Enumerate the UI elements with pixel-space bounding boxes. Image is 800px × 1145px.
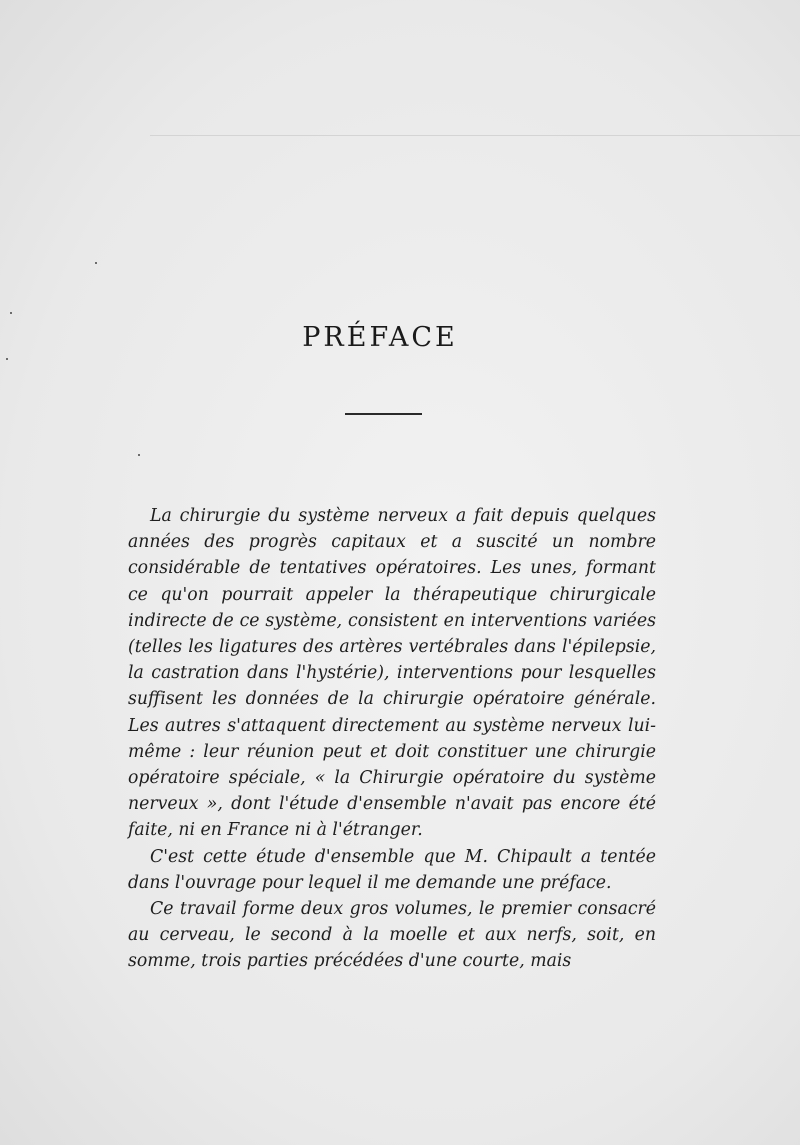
speck: [138, 454, 140, 456]
speck: [6, 358, 8, 360]
speck: [95, 262, 97, 264]
preface-body: [128, 503, 656, 975]
paragraph-1: La chirurgie du système nerveux a fait depuis quelques années des progrès capitaux et a suscité un nombre considérable de tentatives opératoires. Les unes, formant ce qu'on pourrait appeler la thérapeutique chirurgicale indirecte de ce système, consistent en interventions variées (telles les ligatures des artères vertébrales dans l'épilepsie, la castration dans l'hystérie), interventions pour lesquelles suffisent les données de la chirurgie opératoire générale. Les autres s'attaquent directement au système nerveux lui-même : leur réunion peut et doit constituer une chirurgie opératoire spéciale, « la Chirurgie opératoire du système nerveux », dont l'étude d'ensemble n'avait pas encore été faite, ni en France ni à l'étranger.: [128, 506, 656, 841]
title-underline-rule: [345, 413, 422, 415]
paragraph-3: Ce travail forme deux gros volumes, le premier consacré au cerveau, le second à la moelle et aux nerfs, soit, en somme, trois parties précédées d'une courte, mais: [128, 899, 656, 972]
speck: [10, 312, 12, 314]
show-through-rule: [150, 135, 800, 136]
page-title: PRÉFACE: [302, 322, 458, 353]
paragraph-2: C'est cette étude d'ensemble que M. Chipault a tentée dans l'ouvrage pour lequel il me demande une préface.: [128, 846, 656, 893]
